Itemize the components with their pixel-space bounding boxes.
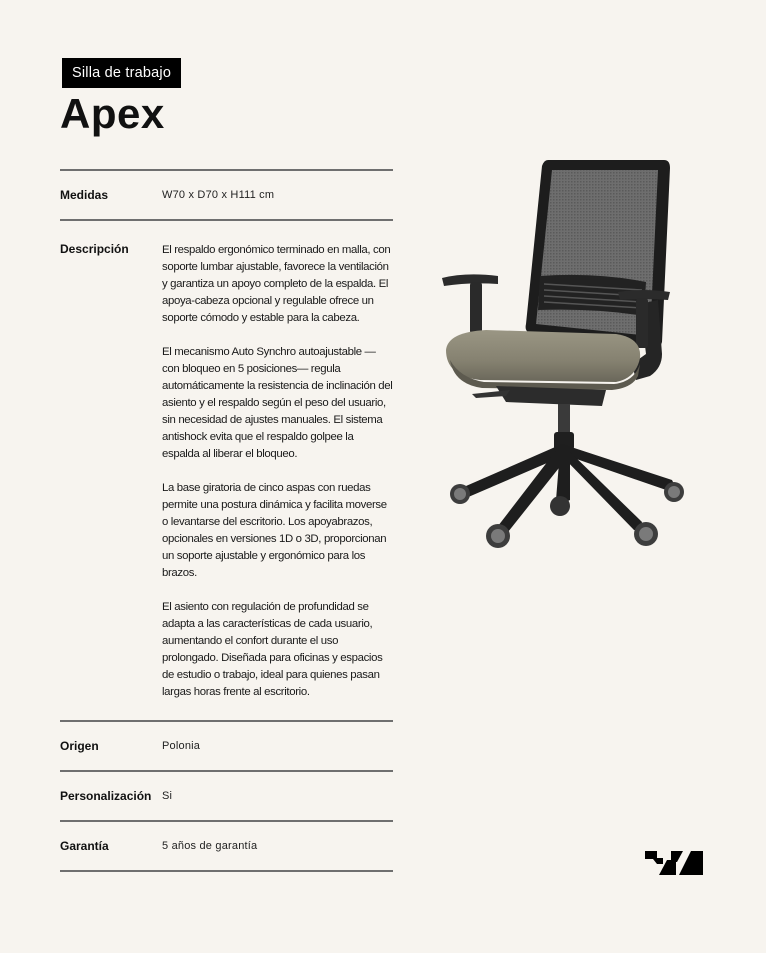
spec-value: Si [162,790,173,802]
spec-row-medidas [60,171,393,219]
spec-value: W70 x D70 x H111 cm [162,189,275,201]
spec-row-garantia [60,822,393,870]
page-title: Apex [60,90,165,137]
spec-label: Personalización [60,789,152,803]
description-paragraph: El asiento con regulación de profundidad se adapta a las características de cada usuario, aumentando el confort durante el uso prolongado. Diseñada para oficinas y espacios de estudio o trabajo, ideal para quienes pasan largas horas frente al escritorio. [162,601,383,698]
divider [60,870,393,872]
spec-label: Medidas [60,188,109,202]
office-chair-photo [436,154,696,554]
description-text [162,242,393,701]
spec-row-personalizacion [60,772,393,820]
description-paragraph: El respaldo ergonómico terminado en malla, con soporte lumbar ajustable, favorece la ventilación y garantiza un apoyo completo de la espalda. El apoya-cabeza opcional y regulable ofrece un soporte cómodo y estable para la cabeza. [162,244,391,324]
spec-row-descripcion [60,221,393,720]
spec-label: Descripción [60,242,129,256]
spec-label: Origen [60,739,99,753]
brand-logo-icon [645,850,703,876]
spec-value: 5 años de garantía [162,840,258,852]
spec-table [60,169,393,872]
description-paragraph: La base giratoria de cinco aspas con ruedas permite una postura dinámica y facilita moverse o levantarse del escritorio. Los apoyabrazos, opcionales en versiones 1D o 3D, proporcionan un soporte ajustable y ergonómico para los brazos. [162,482,387,579]
category-badge: Silla de trabajo [62,58,181,88]
spec-label: Garantía [60,839,109,853]
description-paragraph: El mecanismo Auto Synchro autoajustable — con bloqueo en 5 posiciones— regula automáticamente la resistencia de inclinación del asiento y el respaldo según el peso del usuario, sin necesidad de ajustes manuales. El sistema antishock evita que el respaldo golpee la espalda al liberar el bloqueo. [162,346,393,460]
spec-value: Polonia [162,740,201,752]
spec-row-origen [60,722,393,770]
